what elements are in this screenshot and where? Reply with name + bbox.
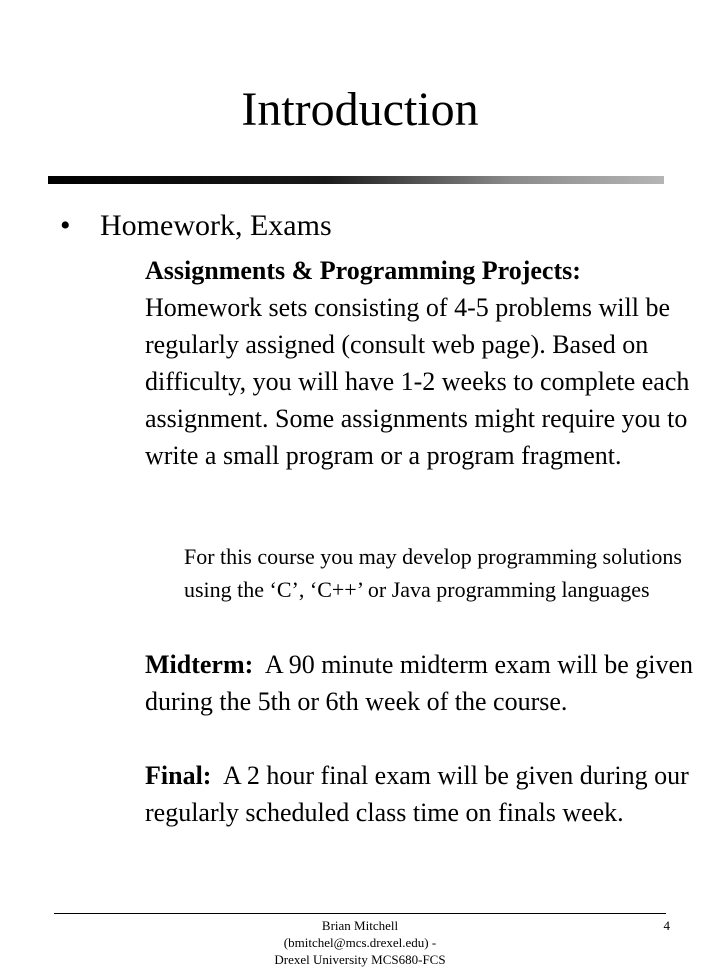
final-paragraph (145, 757, 705, 831)
midterm-label: Midterm: (145, 650, 254, 679)
final-text: A 2 hour final exam will be given during our regularly scheduled class time on finals week. (145, 761, 689, 827)
bullet-marker: • (60, 209, 71, 242)
assignments-text: Homework sets consisting of 4-5 problems will be regularly assigned (consult web page). Based on difficulty, you will have 1-2 weeks to complete each assignment. Some assignments might require you to write a small program or a program fragment. (145, 293, 690, 470)
page-number: 4 (663, 918, 670, 933)
assignments-label: Assignments & Programming Projects: (145, 256, 581, 285)
final-label: Final: (145, 761, 212, 790)
midterm-paragraph (145, 646, 705, 720)
footer-author-email: (bmitchel@mcs.drexel.edu) - (283, 935, 437, 950)
title-divider (48, 176, 664, 184)
footer-author-affiliation: Drexel University MCS680-FCS (274, 952, 446, 967)
footer-author-name: Brian Mitchell (321, 918, 399, 933)
footer-author (225, 917, 495, 968)
bullet-text: Homework, Exams (100, 209, 332, 242)
slide-title: Introduction (241, 83, 479, 136)
languages-note: For this course you may develop programming solutions using the ‘C’, ‘C++’ or Java programming languages (184, 544, 682, 602)
midterm-text: A 90 minute midterm exam will be given during the 5th or 6th week of the course. (145, 650, 694, 716)
assignments-paragraph (145, 252, 705, 474)
footer-divider (54, 913, 666, 914)
